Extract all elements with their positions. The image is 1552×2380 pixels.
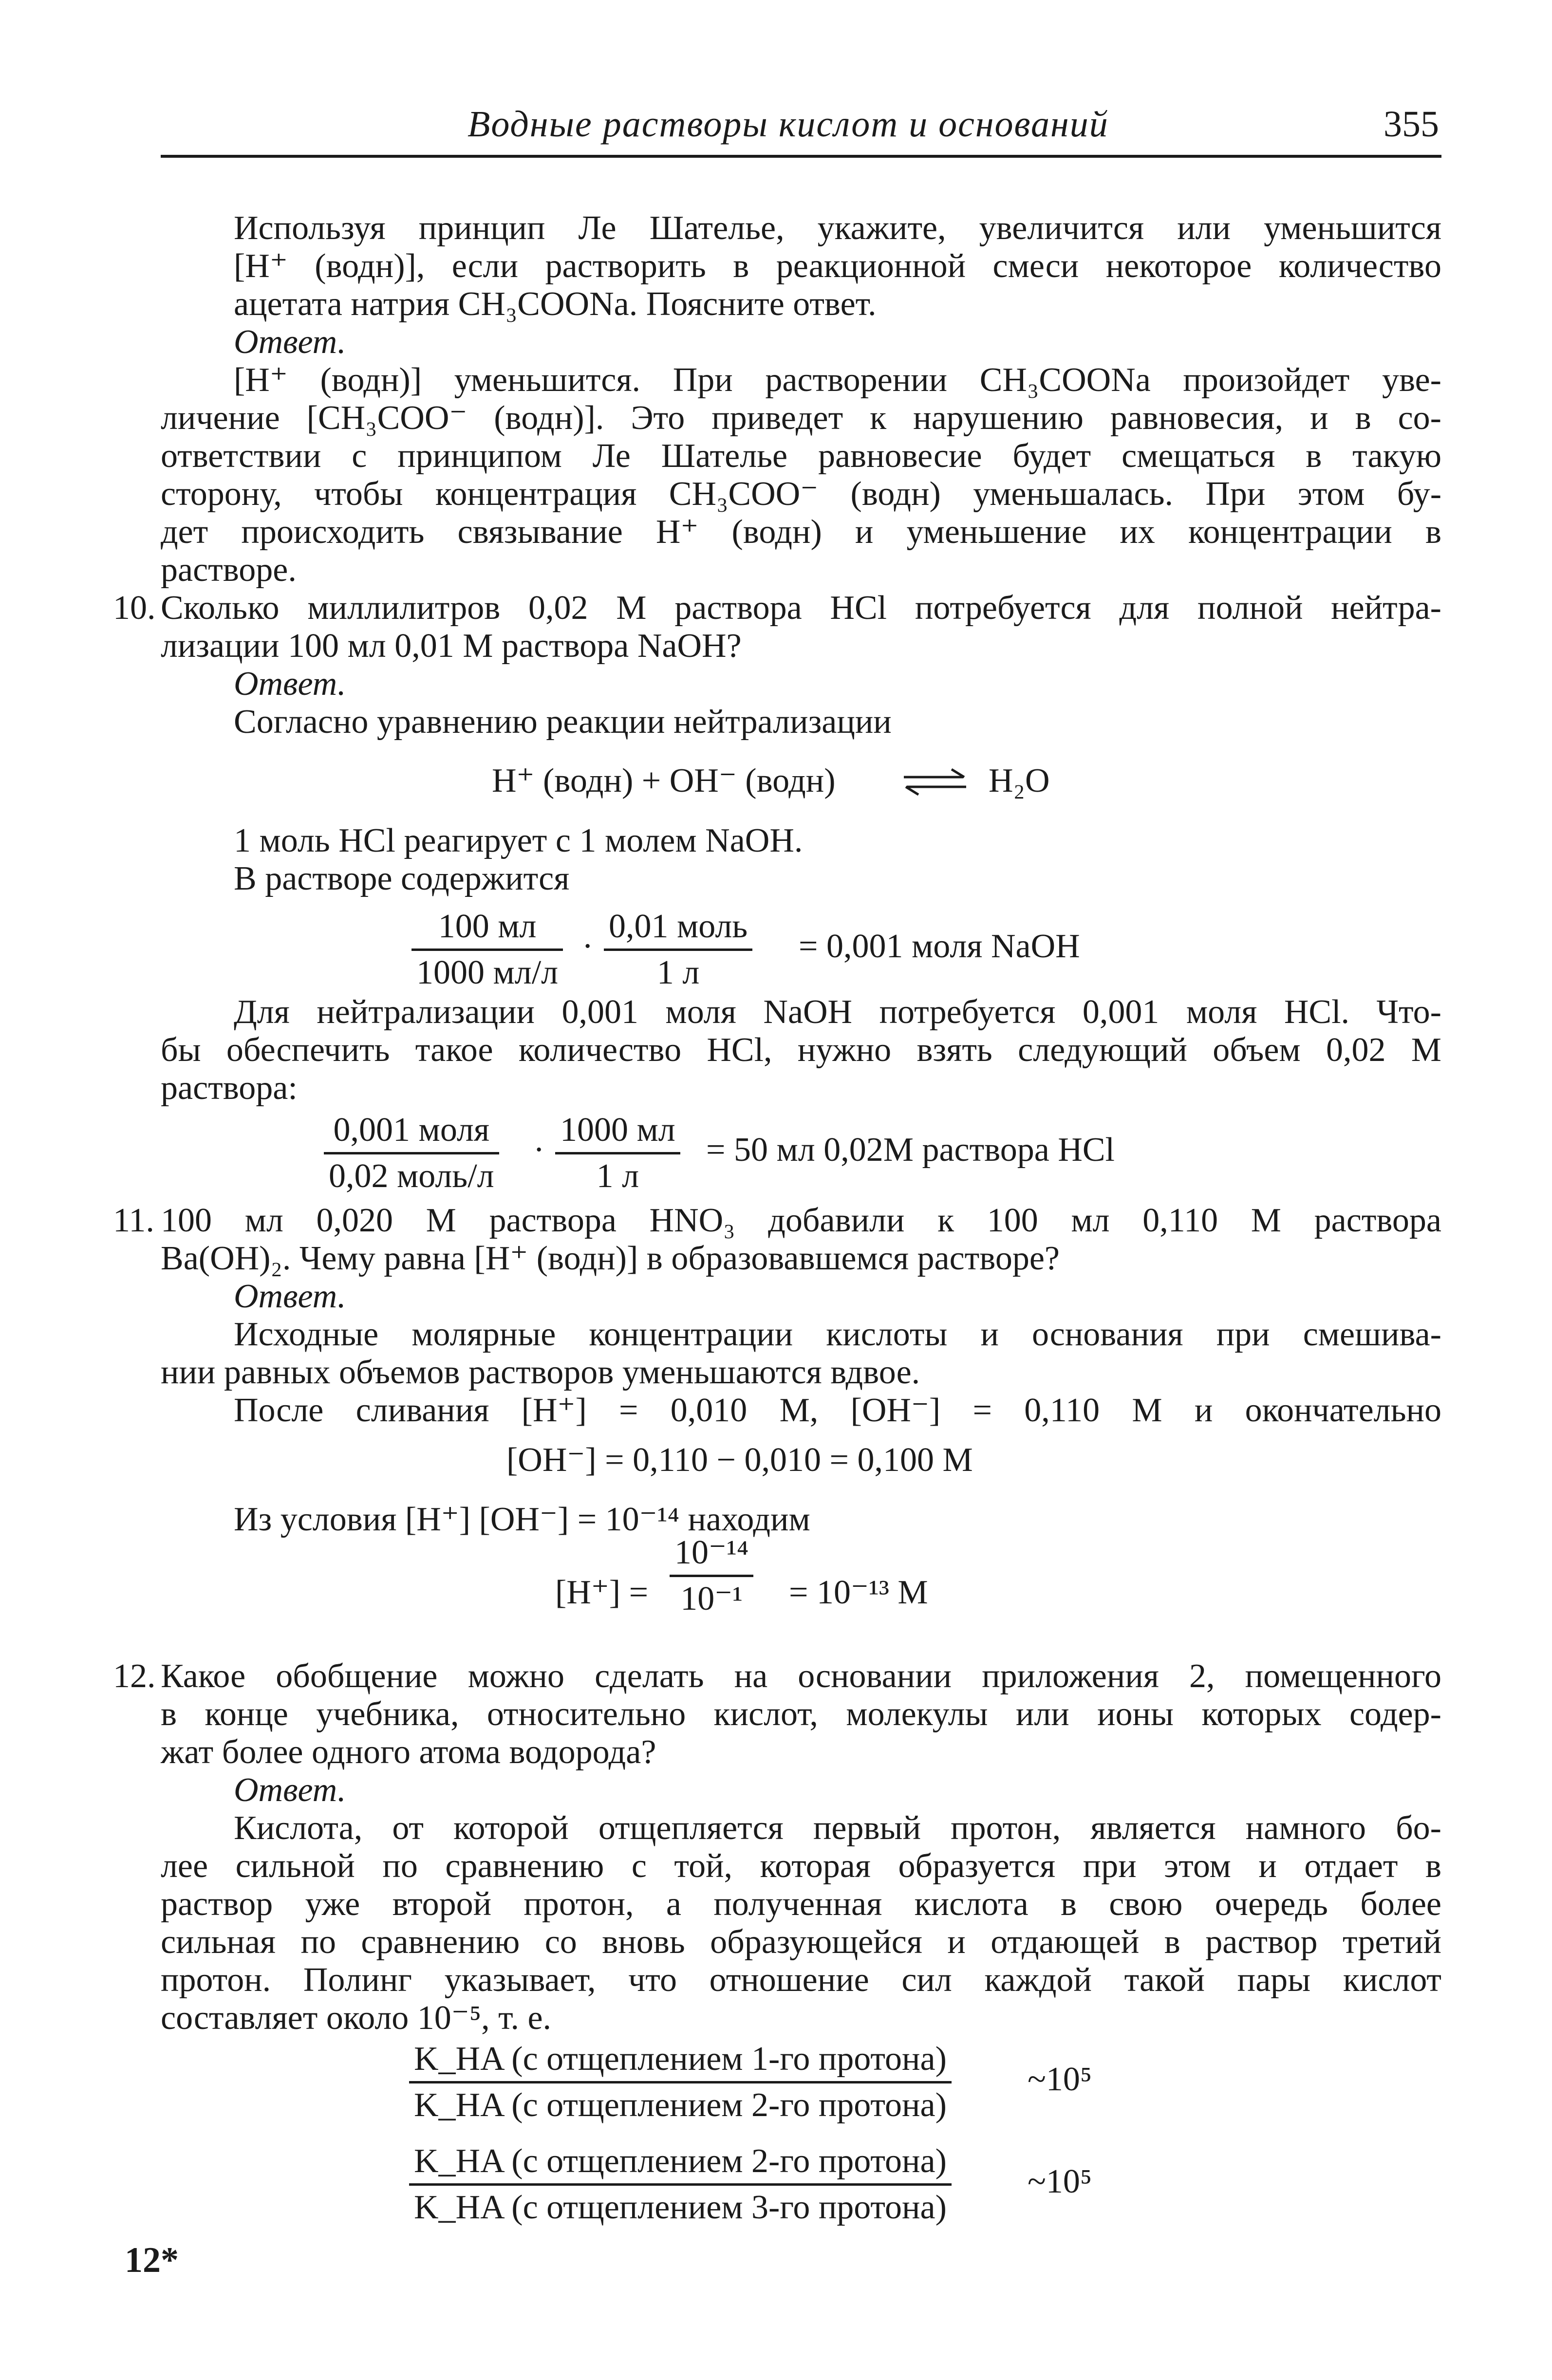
eq2-fraction-1 [324, 1111, 499, 1195]
q9-answer-label: Ответ. [234, 323, 346, 361]
q9-answer-line-4: сторону, чтобы концентрация CH₃COO⁻ (водн) уменьшалась. При этом бу- [161, 475, 1441, 513]
eq2-numerator-2: 1000 мл [560, 1111, 675, 1149]
q9-answer-line-5: дет происходить связывание H⁺ (водн) и уменьшение их концентрации в [161, 513, 1441, 551]
eq1-fraction-1 [411, 908, 563, 992]
eq-h-result: = 10⁻¹³ M [789, 1574, 928, 1611]
ratio-1-numerator: K_HA (с отщеплением 1-го протона) [414, 2040, 947, 2078]
eq1-numerator-1: 100 мл [438, 908, 537, 945]
ratio-2-result: ~10⁵ [1028, 2163, 1092, 2200]
q10-line-2: лизации 100 мл 0,01 M раствора NaOH? [161, 627, 742, 665]
q12-para-line-3: раствор уже второй протон, а полученная кислота в свою очередь более [161, 1885, 1441, 1923]
q10-para-line-1: Для нейтрализации 0,001 моля NaOH потребуется 0,001 моля HCl. Что- [234, 993, 1441, 1031]
q11-from-condition: Из условия [H⁺] [OH⁻] = 10⁻¹⁴ находим [234, 1501, 810, 1538]
eq1-denominator-1: 1000 мл/л [416, 954, 559, 991]
eq-h-denominator: 10⁻¹ [680, 1580, 743, 1618]
q9-line-2: [H⁺ (водн)], если растворить в реакционной смеси некоторое количество [234, 247, 1441, 285]
eq2-dot: · [533, 1131, 545, 1169]
eq-h-left: [H⁺] = [555, 1574, 649, 1611]
q9-answer-line-3: ответствии с принципом Ле Шателье равновесие будет смещаться в такую [161, 437, 1441, 475]
q12-line-3: жат более одного атома водорода? [161, 1733, 656, 1771]
q10-para-line-3: раствора: [161, 1069, 298, 1107]
q10-number: 10. [113, 589, 156, 627]
q12-para-line-6: составляет около 10⁻⁵, т. е. [161, 1999, 552, 2037]
q12-para-line-1: Кислота, от которой отщепляется первый протон, является намного бо- [234, 1809, 1441, 1847]
q11-para-line-1: Исходные молярные концентрации кислоты и основания при смешива- [234, 1316, 1441, 1353]
q10-intro: Согласно уравнению реакции нейтрализации [234, 703, 892, 741]
q12-line-1: Какое обобщение можно сделать на основании приложения 2, помещенного [161, 1657, 1441, 1695]
q9-line-3: ацетата натрия CH₃COONa. Поясните ответ. [234, 285, 877, 323]
equilibrium-arrows-icon [901, 764, 969, 799]
eq2-numerator-1: 0,001 моля [333, 1111, 490, 1149]
eq2-denominator-1: 0,02 моль/л [329, 1157, 494, 1195]
ratio-1-result: ~10⁵ [1028, 2061, 1092, 2098]
ratio-2-denominator: K_HA (с отщеплением 3-го протона) [414, 2189, 947, 2226]
ratio-1-denominator: K_HA (с отщеплением 2-го протона) [414, 2086, 947, 2124]
eq-oh: [OH⁻] = 0,110 − 0,010 = 0,100 M [506, 1441, 973, 1479]
eq-h-numerator: 10⁻¹⁴ [674, 1534, 749, 1571]
ratio-1-fraction [409, 2040, 952, 2124]
q11-answer-label: Ответ. [234, 1278, 346, 1315]
signature-mark: 12* [125, 2240, 179, 2280]
q10-mol-line: 1 моль HCl реагирует с 1 молем NaOH. [234, 822, 803, 859]
reaction-right: H₂O [989, 762, 1050, 800]
q10-answer-label: Ответ. [234, 665, 346, 703]
eq1-denominator-2: 1 л [656, 954, 700, 991]
eq1-fraction-2 [604, 908, 752, 992]
q11-line-2: Ba(OH)₂. Чему равна [H⁺ (водн)] в образовавшемся растворе? [161, 1240, 1060, 1277]
q11-para-line-2: нии равных объемов растворов уменьшаются вдвое. [161, 1354, 920, 1391]
q11-para-line-3: После сливания [H⁺] = 0,010 M, [OH⁻] = 0,110 M и окончательно [234, 1392, 1441, 1429]
ratio-2-fraction [409, 2142, 952, 2227]
q11-number: 11. [113, 1202, 154, 1239]
ratio-2-numerator: K_HA (с отщеплением 2-го протона) [414, 2142, 947, 2180]
q9-line-1: Используя принцип Ле Шателье, укажите, увеличится или уменьшится [234, 209, 1441, 247]
reaction-left: H⁺ (водн) + OH⁻ (водн) [492, 762, 836, 800]
q12-para-line-5: протон. Полинг указывает, что отношение сил каждой такой пары кислот [161, 1961, 1441, 1999]
q10-line-1: Сколько миллилитров 0,02 M раствора HCl потребуется для полной нейтра- [161, 589, 1441, 627]
q9-answer-line-6: растворе. [161, 551, 297, 589]
eq1-numerator-2: 0,01 моль [609, 908, 748, 945]
running-header-title: Водные растворы кислот и оснований [467, 104, 1109, 145]
q9-answer-line-1: [H⁺ (водн)] уменьшится. При растворении CH₃COONa произойдет уве- [234, 361, 1441, 399]
header-rule [161, 155, 1441, 158]
q9-answer-line-2: личение [CH₃COO⁻ (водн)]. Это приведет к нарушению равновесия, и в со- [161, 399, 1441, 437]
q12-answer-label: Ответ. [234, 1771, 346, 1809]
q12-para-line-2: лее сильной по сравнению с той, которая образуется при этом и отдает в [161, 1847, 1441, 1885]
eq1-dot: · [582, 928, 594, 965]
eq-h-fraction [670, 1534, 753, 1618]
eq2-fraction-2 [555, 1111, 680, 1195]
q12-para-line-4: сильная по сравнению со вновь образующейся и отдающей в раствор третий [161, 1923, 1441, 1961]
page-number: 355 [1384, 104, 1439, 145]
q12-number: 12. [113, 1657, 156, 1695]
eq1-result: = 0,001 моля NaOH [799, 928, 1080, 965]
eq2-denominator-2: 1 л [596, 1157, 639, 1195]
q10-para-line-2: бы обеспечить такое количество HCl, нужно взять следующий объем 0,02 M [161, 1031, 1441, 1069]
q12-line-2: в конце учебника, относительно кислот, молекулы или ионы которых содер- [161, 1695, 1441, 1733]
eq2-result: = 50 мл 0,02M раствора HCl [706, 1131, 1115, 1169]
q11-line-1: 100 мл 0,020 M раствора HNO₃ добавили к 100 мл 0,110 M раствора [161, 1202, 1441, 1239]
q10-contains-line: В растворе содержится [234, 860, 570, 897]
